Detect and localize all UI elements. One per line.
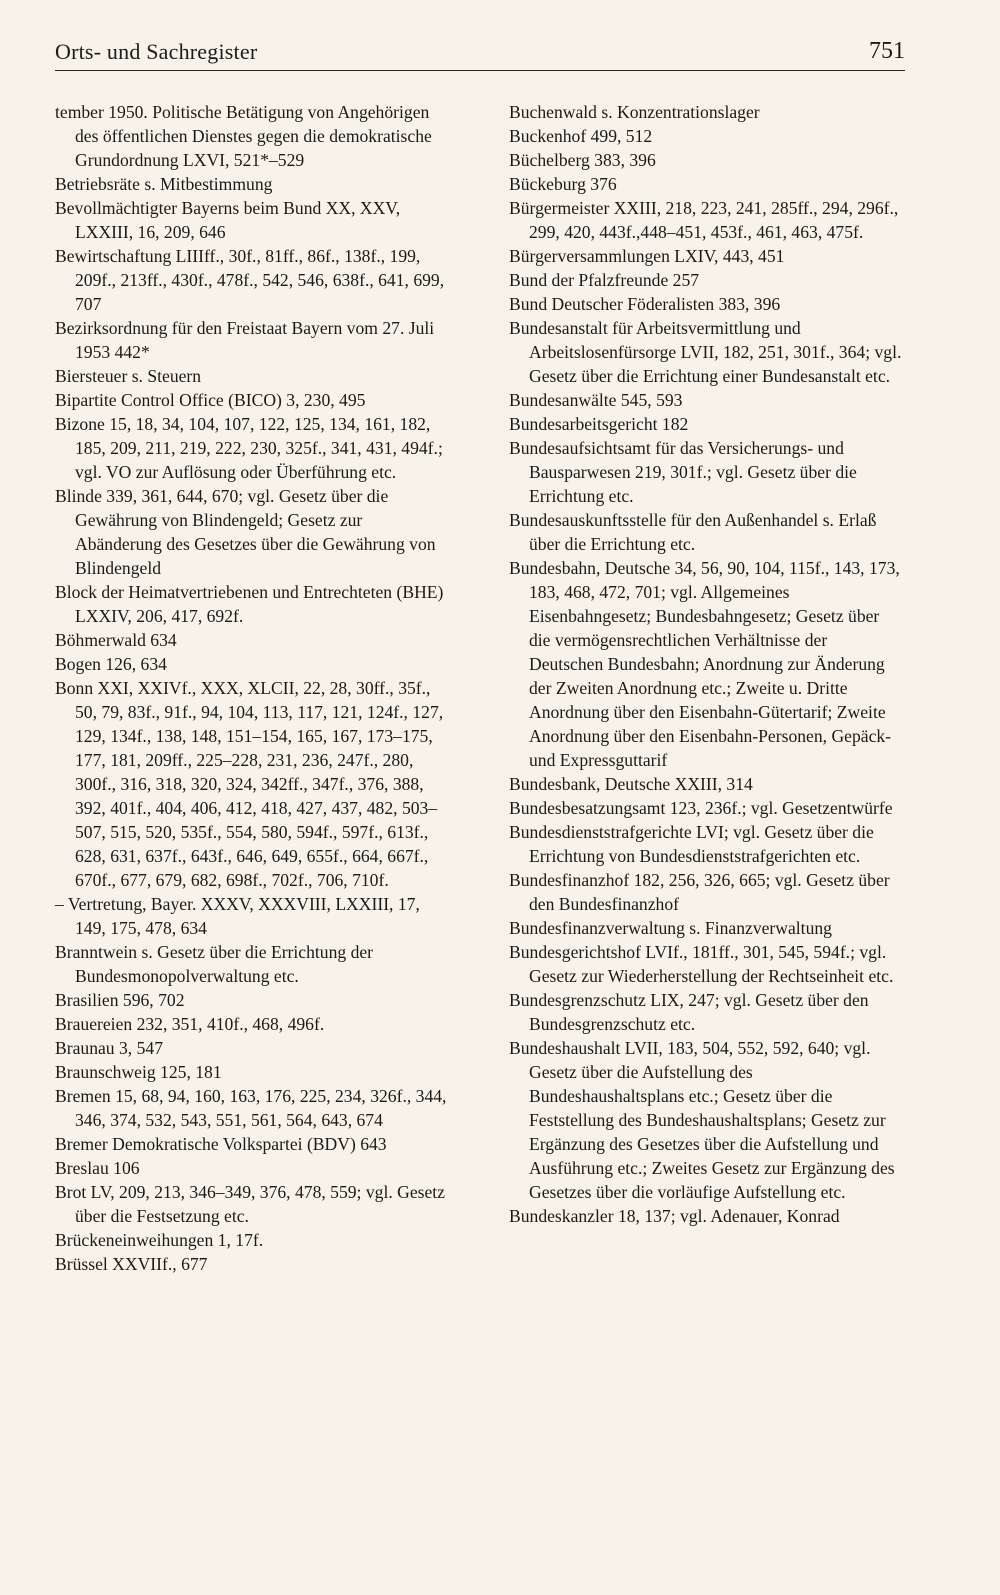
- index-entry: Brot LV, 209, 213, 346–349, 376, 478, 559; vgl. Gesetz über die Festsetzung etc.: [55, 1182, 445, 1226]
- index-entry: Bundesanstalt für Arbeitsvermittlung und Arbeitslosenfürsorge LVII, 182, 251, 301f., 364; vgl. Gesetz über die Errichtung einer Bundesanstalt etc.: [509, 318, 902, 386]
- index-entry: Bipartite Control Office (BICO) 3, 230, 495: [55, 390, 366, 410]
- index-entry: Bremer Demokratische Volkspartei (BDV) 643: [55, 1134, 387, 1154]
- index-entry: Bund Deutscher Föderalisten 383, 396: [509, 294, 781, 314]
- index-entry: Buchenwald s. Konzentrationslager: [509, 102, 760, 122]
- index-entry: Bogen 126, 634: [55, 654, 167, 674]
- index-entry: Bund der Pfalzfreunde 257: [509, 270, 700, 290]
- index-entry: Bundeskanzler 18, 137; vgl. Adenauer, Konrad: [509, 1206, 840, 1226]
- index-entry: Brüssel XXVIIf., 677: [55, 1254, 208, 1274]
- index-entry: Bundesbesatzungsamt 123, 236f.; vgl. Gesetzentwürfe: [509, 798, 893, 818]
- index-entry: Bundesgrenzschutz LIX, 247; vgl. Gesetz über den Bundesgrenzschutz etc.: [509, 990, 869, 1034]
- index-entry: Breslau 106: [55, 1158, 140, 1178]
- index-entry: Brasilien 596, 702: [55, 990, 185, 1010]
- index-entry: Brückeneinweihungen 1, 17f.: [55, 1230, 264, 1250]
- index-entry: Bizone 15, 18, 34, 104, 107, 122, 125, 134, 161, 182, 185, 209, 211, 219, 222, 230, 325f., 341, 431, 494f.; vgl. VO zur Auflösung oder Überführung etc.: [55, 414, 443, 482]
- index-entry: Biersteuer s. Steuern: [55, 366, 202, 386]
- index-entry: Bundesbank, Deutsche XXIII, 314: [509, 774, 753, 794]
- index-entry: Bundesfinanzverwaltung s. Finanzverwaltung: [509, 918, 832, 938]
- index-entry: Blinde 339, 361, 644, 670; vgl. Gesetz über die Gewährung von Blindengeld; Gesetz zur Abänderung des Gesetzes über die Gewährung von Blindengeld: [55, 486, 436, 578]
- page-number: 751: [869, 38, 905, 64]
- index-entry: Bevollmächtigter Bayerns beim Bund XX, XXV, LXXIII, 16, 209, 646: [55, 198, 401, 242]
- index-entry: Braunau 3, 547: [55, 1038, 163, 1058]
- index-entry: Bürgerversammlungen LXIV, 443, 451: [509, 246, 785, 266]
- left-column: [55, 100, 451, 1276]
- index-entry: Bürgermeister XXIII, 218, 223, 241, 285ff., 294, 296f., 299, 420, 443f.,448–451, 453f., 461, 463, 475f.: [509, 198, 899, 242]
- index-entry: Bundesbahn, Deutsche 34, 56, 90, 104, 115f., 143, 173, 183, 468, 472, 701; vgl. Allgemeines Eisenbahngesetz; Bundesbahngesetz; Gesetz über die vermögensrechtlichen Verhältnisse der Deutschen Bundesbahn; Anordnung zur Änderung der Zweiten Anordnung etc.; Zweite u. Dritte Anordnung über den Eisenbahn-Gütertarif; Zweite Anordnung über den Eisenbahn-Personen, Gepäck- und Expressguttarif: [509, 558, 900, 770]
- index-entry: Bundesanwälte 545, 593: [509, 390, 683, 410]
- right-column: [509, 100, 905, 1276]
- index-entry: Block der Heimatvertriebenen und Entrechteten (BHE) LXXIV, 206, 417, 692f.: [55, 582, 444, 626]
- index-entry: Bundesfinanzhof 182, 256, 326, 665; vgl. Gesetz über den Bundesfinanzhof: [509, 870, 890, 914]
- index-entry: Bonn XXI, XXIVf., XXX, XLCII, 22, 28, 30ff., 35f., 50, 79, 83f., 91f., 94, 104, 113, 117, 121, 124f., 127, 129, 134f., 138, 148, 151–154, 165, 167, 173–175, 177, 181, 209ff., 225–228, 231, 236, 247f., 280, 300f., 316, 318, 320, 324, 342ff., 347f., 376, 388, 392, 401f., 404, 406, 412, 418, 427, 437, 482, 503–507, 515, 520, 535f., 554, 580, 594f., 597f., 613f., 628, 631, 637f., 643f., 646, 649, 655f., 664, 667f., 670f., 677, 679, 682, 698f., 702f., 706, 710f.: [55, 678, 444, 890]
- index-entry: Böhmerwald 634: [55, 630, 177, 650]
- index-entry: Bundesaufsichtsamt für das Versicherungs- und Bausparwesen 219, 301f.; vgl. Gesetz über die Errichtung etc.: [509, 438, 857, 506]
- index-entry: Bezirksordnung für den Freistaat Bayern vom 27. Juli 1953 442*: [55, 318, 435, 362]
- index-entry: Buckenhof 499, 512: [509, 126, 653, 146]
- index-entry: Bremen 15, 68, 94, 160, 163, 176, 225, 234, 326f., 344, 346, 374, 532, 543, 551, 561, 564, 643, 674: [55, 1086, 447, 1130]
- page-header: [55, 30, 905, 71]
- index-entry: Bückeburg 376: [509, 174, 617, 194]
- index-entry: Büchelberg 383, 396: [509, 150, 656, 170]
- index-entry: Bewirtschaftung LIIIff., 30f., 81ff., 86f., 138f., 199, 209f., 213ff., 430f., 478f., 542, 546, 638f., 641, 699, 707: [55, 246, 445, 314]
- index-entry: Betriebsräte s. Mitbestimmung: [55, 174, 273, 194]
- index-entry: – Vertretung, Bayer. XXXV, XXXVIII, LXXIII, 17, 149, 175, 478, 634: [55, 894, 420, 938]
- index-entry: Bundesarbeitsgericht 182: [509, 414, 689, 434]
- index-columns: [55, 100, 905, 1276]
- index-entry: Bundesgerichtshof LVIf., 181ff., 301, 545, 594f.; vgl. Gesetz zur Wiederherstellung der Rechtseinheit etc.: [509, 942, 894, 986]
- index-entry: Braunschweig 125, 181: [55, 1062, 222, 1082]
- index-entry: Bundesdienststrafgerichte LVI; vgl. Gesetz über die Errichtung von Bundesdienststrafgerichten etc.: [509, 822, 874, 866]
- index-entry: tember 1950. Politische Betätigung von Angehörigen des öffentlichen Dienstes gegen die demokratische Grundordnung LXVI, 521*–529: [55, 102, 432, 170]
- index-entry: Branntwein s. Gesetz über die Errichtung der Bundesmonopolverwaltung etc.: [55, 942, 374, 986]
- running-head: Orts- und Sachregister: [55, 39, 258, 64]
- index-entry: Bundesauskunftsstelle für den Außenhandel s. Erlaß über die Errichtung etc.: [509, 510, 877, 554]
- index-entry: Bundeshaushalt LVII, 183, 504, 552, 592, 640; vgl. Gesetz über die Aufstellung des Bundeshaushaltsplans etc.; Gesetz über die Feststellung des Bundeshaushaltsplans; Gesetz zur Ergänzung des Gesetzes über die Aufstellung und Ausführung etc.; Zweites Gesetz zur Ergänzung des Gesetzes über die vorläufige Aufstellung etc.: [509, 1038, 895, 1202]
- index-entry: Brauereien 232, 351, 410f., 468, 496f.: [55, 1014, 325, 1034]
